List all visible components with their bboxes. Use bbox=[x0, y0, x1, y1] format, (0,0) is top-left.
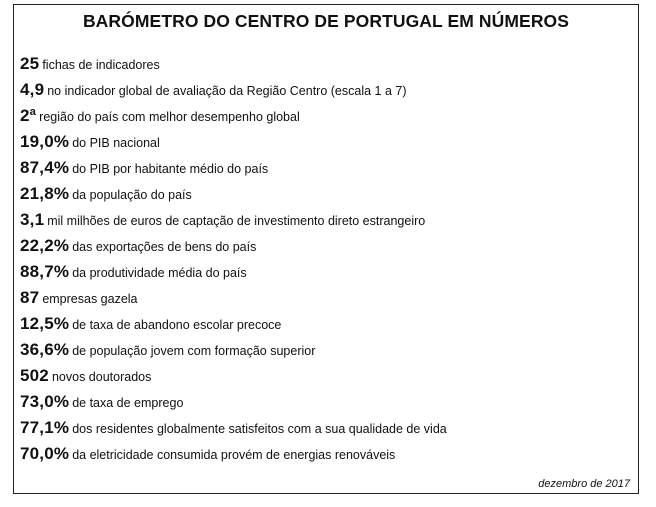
stat-description: das exportações de bens do país bbox=[72, 240, 257, 254]
stat-description: do PIB por habitante médio do país bbox=[72, 162, 269, 176]
stat-item bbox=[20, 259, 632, 285]
stat-item bbox=[20, 233, 632, 259]
barometer-panel bbox=[13, 4, 639, 494]
stat-description: no indicador global de avaliação da Região Centro (escala 1 a 7) bbox=[47, 84, 407, 98]
stat-item bbox=[20, 415, 632, 441]
stat-description: de taxa de emprego bbox=[72, 396, 184, 410]
stat-value: 70,0% bbox=[20, 444, 70, 463]
stat-value: 88,7% bbox=[20, 262, 70, 281]
stat-item bbox=[20, 155, 632, 181]
stat-item bbox=[20, 129, 632, 155]
stat-description: do PIB nacional bbox=[72, 136, 160, 150]
stat-description: da produtividade média do país bbox=[72, 266, 247, 280]
stat-value: 87 bbox=[20, 288, 40, 307]
stat-item bbox=[20, 181, 632, 207]
stat-item bbox=[20, 389, 632, 415]
stat-description: novos doutorados bbox=[51, 370, 152, 384]
stat-value: 87,4% bbox=[20, 158, 70, 177]
stat-value: 77,1% bbox=[20, 418, 70, 437]
stat-value: 19,0% bbox=[20, 132, 70, 151]
stat-value: 25 bbox=[20, 54, 40, 73]
stat-item bbox=[20, 285, 632, 311]
stat-value: 36,6% bbox=[20, 340, 70, 359]
stat-description: região do país com melhor desempenho global bbox=[39, 110, 300, 124]
stat-item bbox=[20, 51, 632, 77]
stat-item bbox=[20, 337, 632, 363]
page-title: BARÓMETRO DO CENTRO DE PORTUGAL EM NÚMEROS bbox=[82, 11, 570, 31]
stat-item bbox=[20, 207, 632, 233]
stat-value: 22,2% bbox=[20, 236, 70, 255]
stat-description: de população jovem com formação superior bbox=[72, 344, 316, 358]
stat-item bbox=[20, 311, 632, 337]
stat-item bbox=[20, 103, 632, 129]
stat-description: mil milhões de euros de captação de investimento direto estrangeiro bbox=[47, 214, 426, 228]
stat-item bbox=[20, 441, 632, 467]
stat-value: 12,5% bbox=[20, 314, 70, 333]
publication-date: dezembro de 2017 bbox=[538, 478, 630, 490]
stat-description: da eletricidade consumida provém de energias renováveis bbox=[72, 448, 396, 462]
stat-description: empresas gazela bbox=[42, 292, 138, 306]
stat-value: 4,9 bbox=[20, 80, 45, 99]
stat-value: 2ª bbox=[20, 106, 37, 125]
stat-description: dos residentes globalmente satisfeitos com a sua qualidade de vida bbox=[72, 422, 447, 436]
stat-value: 73,0% bbox=[20, 392, 70, 411]
stat-value: 21,8% bbox=[20, 184, 70, 203]
stat-description: da população do país bbox=[72, 188, 192, 202]
stat-item bbox=[20, 363, 632, 389]
stat-value: 3,1 bbox=[20, 210, 45, 229]
stat-description: de taxa de abandono escolar precoce bbox=[72, 318, 282, 332]
stats-list bbox=[20, 51, 632, 467]
stat-value: 502 bbox=[20, 366, 49, 385]
stat-item bbox=[20, 77, 632, 103]
stat-description: fichas de indicadores bbox=[42, 58, 160, 72]
